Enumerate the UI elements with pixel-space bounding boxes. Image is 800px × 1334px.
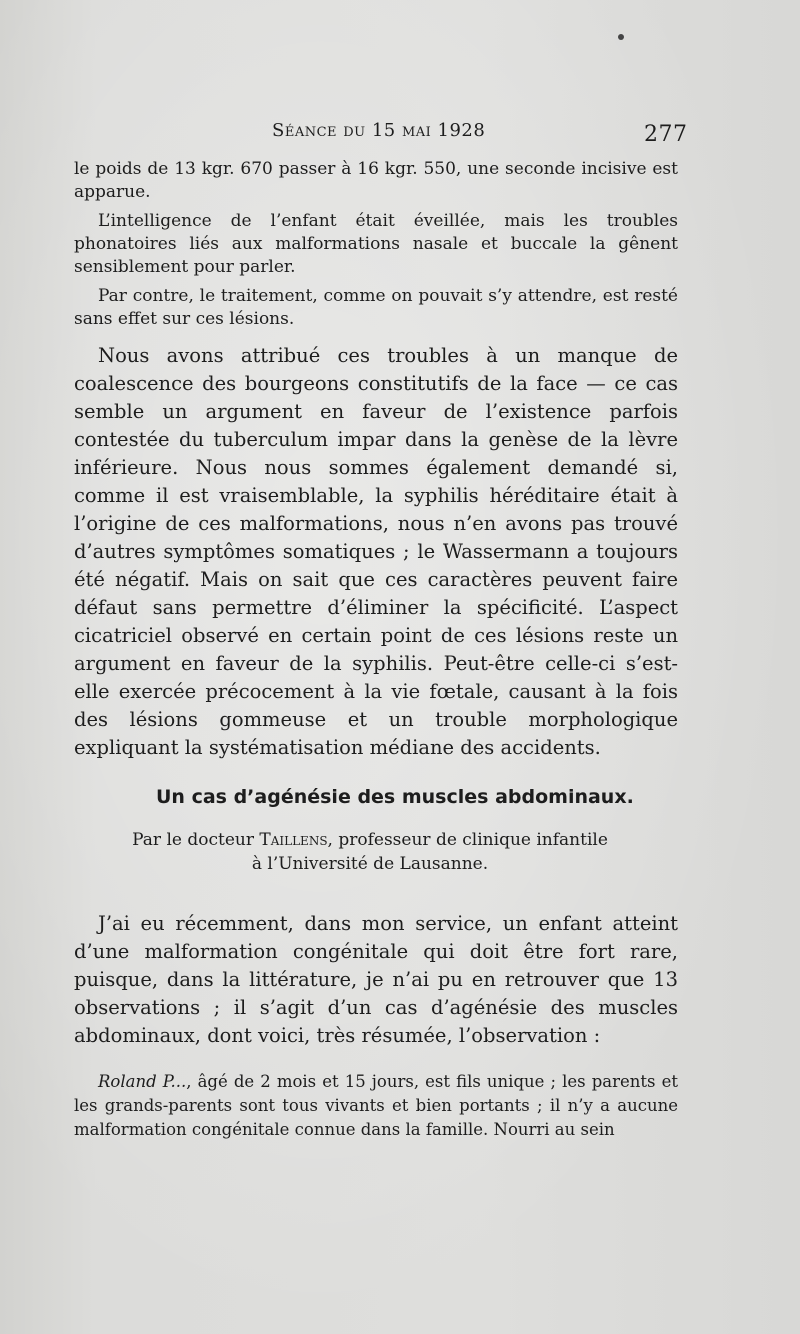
observation-text: , âgé de 2 mois et 15 jours, est fils unique ; les parents et les grands-parents sont tous vivants et bien portants ; il n’y a aucune malformation congénitale connue dans la famille. Nourri au sein bbox=[74, 1072, 678, 1139]
header-title: Séance du 15 mai 1928 bbox=[272, 120, 486, 141]
patient-name: Roland P... bbox=[98, 1072, 187, 1091]
case-continuation bbox=[74, 158, 678, 331]
section-title: Un cas d’agénésie des muscles abdominaux. bbox=[156, 786, 634, 808]
observation-paragraph bbox=[74, 1070, 678, 1142]
paragraph-intelligence: L’intelligence de l’enfant était éveillée, mais les troubles phonatoires liés aux malformations nasale et buccale la gênent sensiblement pour parler. bbox=[74, 211, 678, 277]
page-number: 277 bbox=[644, 122, 688, 147]
paragraph-treatment: Par contre, le traitement, comme on pouvait s’y attendre, est resté sans effet sur ces lésions. bbox=[74, 286, 678, 329]
discussion-text: Nous avons attribué ces troubles à un manque de coalescence des bourgeons constitutifs de la face — ce cas semble un argument en faveur de l’existence parfois contestée du tuberculum impar dans la genèse de la lèvre inférieure. Nous nous sommes également demandé si, comme il est vraisemblable, la syphilis héréditaire était à l’origine de ces malformations, nous n’en avons pas trouvé d’autres symptômes somatiques ; le Wassermann a toujours été négatif. Mais on sait que ces caractères peuvent faire défaut sans permettre d’éliminer la spécificité. L’aspect cicatriciel observé en certain point de ces lésions reste un argument en faveur de la syphilis. Peut-être celle-ci s’est-elle exercée précocement à la vie fœtale, causant à la fois des lésions gommeuse et un trouble morphologique expliquant la systématisation médiane des accidents. bbox=[74, 344, 678, 759]
discussion-paragraph bbox=[74, 342, 678, 762]
ink-speck bbox=[618, 34, 624, 40]
byline-prefix: Par le docteur bbox=[132, 830, 254, 850]
paragraph-weight: le poids de 13 kgr. 670 passer à 16 kgr. 550, une seconde incisive est apparue. bbox=[74, 159, 678, 202]
byline bbox=[110, 828, 630, 876]
affiliation: à l’Université de Lausanne. bbox=[251, 854, 489, 874]
author-name: Taillens bbox=[259, 830, 328, 850]
byline-suffix: , professeur de clinique infantile bbox=[327, 830, 608, 850]
intro-text: J’ai eu récemment, dans mon service, un enfant atteint d’une malformation congénitale qui doit être fort rare, puisque, dans la littérature, je n’ai pu en retrouver que 13 observations ; il s’agit d’un cas d’agénésie des muscles abdominaux, dont voici, très résumée, l’observation : bbox=[74, 912, 678, 1047]
running-header bbox=[272, 118, 692, 148]
intro-paragraph bbox=[74, 910, 678, 1050]
